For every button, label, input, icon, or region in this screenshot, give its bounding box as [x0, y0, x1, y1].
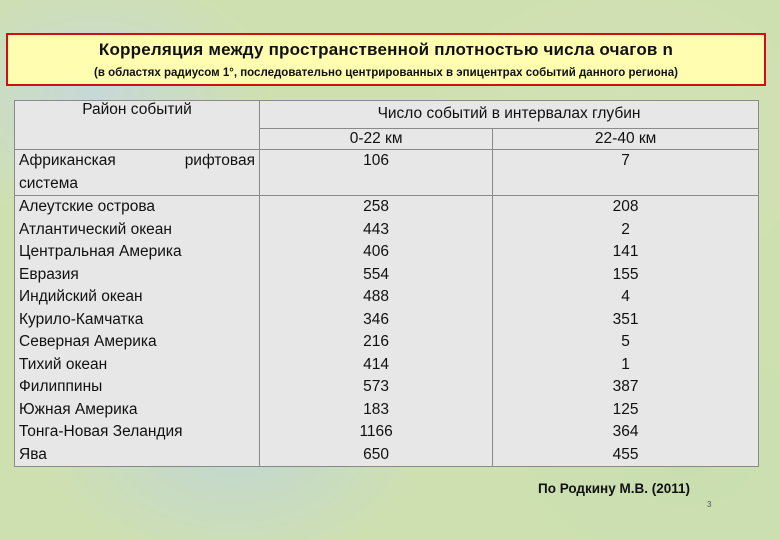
- region-word: рифтовая: [184, 152, 255, 169]
- header-event-count: Число событий в интервалах глубин: [260, 101, 759, 129]
- region-word: система: [19, 174, 78, 192]
- count-value: 4: [621, 288, 630, 305]
- table-row: [15, 150, 759, 196]
- region-word: Африканская: [19, 152, 116, 169]
- count-value: 1166: [359, 423, 393, 440]
- header-depth-22-40: 22-40 км: [493, 128, 759, 149]
- slide-subtitle: (в областях радиусом 1°, последовательно центрированных в эпицентрах событий данного региона): [94, 67, 678, 79]
- region-name: Тонга-Новая Зеландия: [19, 423, 183, 440]
- region-name: Ява: [19, 445, 47, 463]
- count-value: 216: [363, 333, 390, 350]
- region-name: Филиппины: [19, 378, 103, 395]
- source-citation: По Родкину М.В. (2011): [538, 481, 691, 496]
- count-list-0-22: [260, 196, 493, 467]
- count-0-22: 106: [260, 150, 493, 196]
- region-name: Атлантический океан: [19, 220, 172, 238]
- region-name: Южная Америка: [19, 400, 138, 418]
- count-value: 5: [621, 333, 630, 350]
- region-cell: [15, 150, 260, 196]
- count-value: 183: [363, 400, 390, 418]
- title-box: [6, 33, 766, 86]
- count-value: 554: [363, 265, 390, 283]
- count-22-40: 7: [493, 150, 759, 196]
- count-value: 346: [363, 310, 390, 328]
- count-value: 573: [363, 378, 390, 395]
- region-name: Курило-Камчатка: [19, 310, 144, 328]
- count-value: 1: [621, 355, 630, 373]
- count-value: 258: [363, 198, 390, 215]
- count-value: 387: [612, 378, 639, 395]
- count-value: 125: [612, 400, 639, 418]
- count-value: 155: [612, 265, 639, 283]
- region-name: Индийский океан: [19, 288, 143, 305]
- region-name: Северная Америка: [19, 333, 157, 350]
- count-value: 364: [612, 423, 639, 440]
- count-value: 2: [621, 220, 630, 238]
- count-value: 406: [363, 243, 390, 260]
- header-region: Район событий: [15, 101, 260, 150]
- region-name: Тихий океан: [19, 355, 108, 373]
- region-name: Центральная Америка: [19, 243, 182, 260]
- header-depth-0-22: 0-22 км: [260, 128, 493, 149]
- table-row: [15, 196, 759, 467]
- slide-title: Корреляция между пространственной плотностью числа очагов n: [98, 40, 674, 59]
- region-list: [15, 196, 260, 467]
- count-value: 351: [612, 310, 639, 328]
- count-value: 141: [612, 243, 639, 260]
- region-name: Евразия: [19, 265, 79, 283]
- count-value: 488: [363, 288, 390, 305]
- count-value: 455: [612, 445, 639, 463]
- count-list-22-40: [493, 196, 759, 467]
- count-value: 443: [363, 220, 390, 238]
- count-value: 208: [612, 198, 639, 215]
- region-name: Алеутские острова: [19, 198, 156, 215]
- earthquake-table: [14, 100, 759, 467]
- count-value: 650: [363, 445, 390, 463]
- page-number: 3: [707, 500, 712, 509]
- count-value: 414: [363, 355, 390, 373]
